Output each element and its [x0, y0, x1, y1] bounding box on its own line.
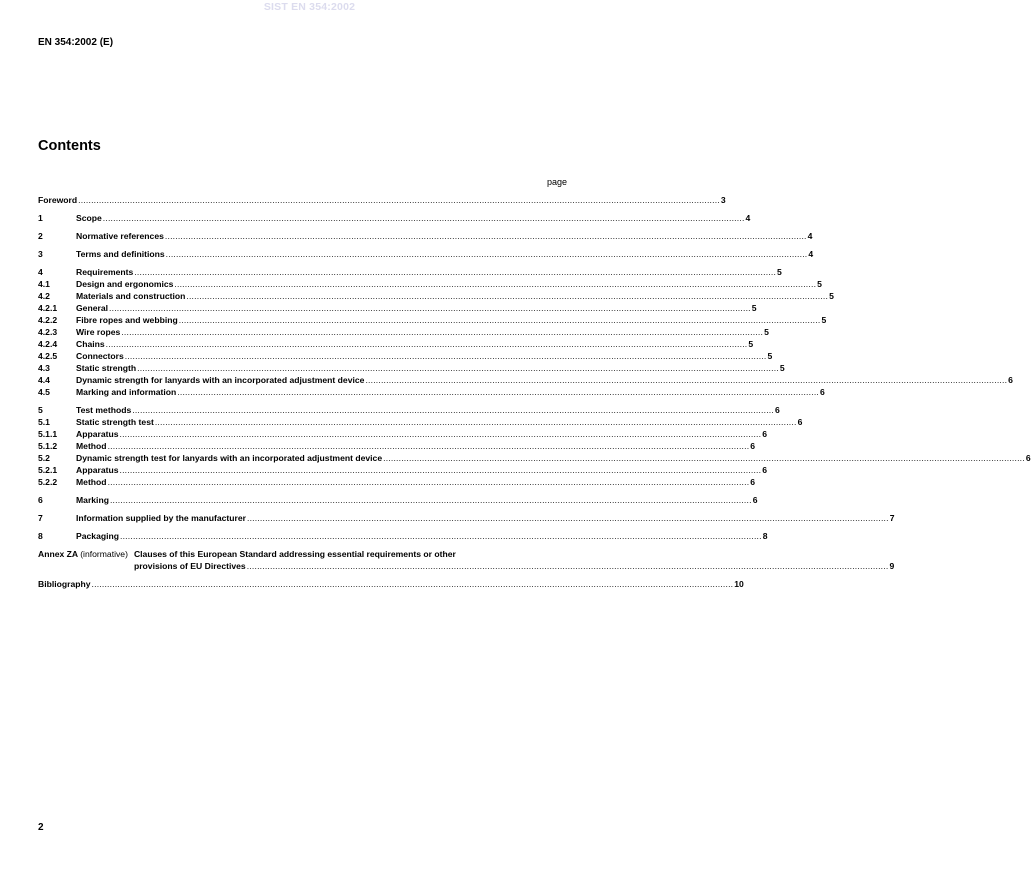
toc-entry-title: Dynamic strength for lanyards with an incorporated adjustment device [76, 375, 365, 385]
page-number: 2 [38, 822, 44, 833]
toc-entry-title: Design and ergonomics [76, 279, 174, 289]
toc-entry-title: Apparatus [76, 465, 119, 475]
dot-leader [78, 194, 720, 206]
toc-entry-number: 8 [38, 531, 43, 541]
dot-leader [186, 290, 828, 302]
toc-entry-page: 5 [829, 291, 834, 301]
dot-leader [383, 452, 1025, 464]
toc-entry-title: Packaging [76, 531, 119, 541]
dot-leader [121, 326, 763, 338]
dot-leader [109, 302, 751, 314]
toc-entry[interactable] [38, 212, 751, 224]
toc-entry-page: 6 [1008, 375, 1013, 385]
toc-entry[interactable] [38, 278, 822, 290]
toc-entry-number: 6 [38, 495, 43, 505]
toc-entry-page: 6 [797, 417, 803, 427]
toc-entry-page: 6 [762, 429, 768, 439]
toc-entry-number: 3 [38, 249, 43, 259]
toc-entry[interactable] [38, 302, 757, 314]
toc-entry[interactable] [38, 248, 814, 260]
toc-entry[interactable] [38, 464, 768, 476]
toc-entry-page: 6 [750, 441, 756, 451]
toc-entry[interactable] [38, 512, 895, 524]
dot-leader [174, 278, 816, 290]
toc-entry[interactable] [38, 428, 768, 440]
toc-entry-number: 4.1 [38, 279, 50, 289]
dot-leader [365, 374, 1007, 386]
toc-entry[interactable] [38, 494, 758, 506]
dot-leader [165, 230, 807, 242]
toc-entry-title: Dynamic strength test for lanyards with an incorporated adjustment device [76, 453, 383, 463]
page-column-label: page [546, 177, 567, 187]
toc-entry-title: Materials and construction [76, 291, 186, 301]
toc-entry-title: Foreword [38, 195, 78, 205]
dot-leader [155, 416, 797, 428]
toc-entry-title: Marking [76, 495, 109, 505]
toc-entry-number: 4.5 [38, 387, 50, 397]
toc-entry-page: 6 [762, 465, 768, 475]
toc-entry-title: Marking and information [76, 387, 177, 397]
toc-entry-page: 6 [820, 387, 825, 397]
dot-leader [166, 248, 808, 260]
toc-entry[interactable] [38, 350, 773, 362]
toc-entry-page: 6 [1025, 453, 1031, 463]
toc-entry-title: Fibre ropes and webbing [76, 315, 178, 325]
toc-entry-number: 4.4 [38, 375, 50, 385]
toc-entry-page: 8 [762, 531, 768, 541]
toc-entry[interactable] [38, 290, 834, 302]
toc-entry-page: 6 [774, 405, 780, 415]
toc-entry[interactable] [38, 374, 1013, 386]
toc-entry[interactable] [38, 452, 1031, 464]
toc-entry[interactable] [38, 338, 754, 350]
toc-entry-page: 5 [764, 327, 769, 337]
dot-leader [179, 314, 821, 326]
dot-leader [108, 476, 750, 488]
toc-entry-page: 5 [767, 351, 773, 361]
toc-entry-page: 5 [751, 303, 757, 313]
toc-entry-number: 5.1.1 [38, 429, 58, 439]
toc-entry-number: 5.1 [38, 417, 50, 427]
toc-entry[interactable] [38, 404, 780, 416]
toc-entry[interactable] [38, 230, 813, 242]
toc-entry[interactable] [38, 386, 825, 398]
toc-entry-title: Apparatus [76, 429, 119, 439]
toc-entry[interactable] [38, 362, 785, 374]
toc-entry-title: Terms and definitions [76, 249, 165, 259]
toc-entry-page: 5 [779, 363, 785, 373]
dot-leader [125, 350, 767, 362]
annex-informative: (informative) [80, 549, 128, 559]
annex-prefix [38, 548, 128, 560]
dot-leader [120, 530, 762, 542]
toc-entry-title: Chains [76, 339, 105, 349]
bibliography-title: Bibliography [38, 579, 91, 589]
toc-entry[interactable] [38, 530, 768, 542]
toc-entry-number: 1 [38, 213, 43, 223]
toc-entry-page: 6 [750, 477, 756, 487]
dot-leader [134, 266, 776, 278]
toc-entry-page: 4 [745, 213, 751, 223]
toc-entry[interactable] [38, 416, 803, 428]
toc-entry-number: 4.2.2 [38, 315, 58, 325]
toc-entry-number: 4.2.3 [38, 327, 58, 337]
dot-leader [132, 404, 774, 416]
toc-entry-number: 4.2 [38, 291, 50, 301]
dot-leader [247, 560, 889, 572]
toc-entry-page: 4 [808, 249, 814, 259]
dot-leader [120, 464, 762, 476]
page-title: Contents [38, 138, 101, 154]
toc-entry-page: 5 [748, 339, 754, 349]
toc-entry-title: Scope [76, 213, 102, 223]
annex-page: 9 [889, 561, 895, 571]
toc-entry-page: 5 [821, 315, 827, 325]
toc-entry[interactable] [38, 266, 782, 278]
dot-leader [137, 362, 779, 374]
toc-entry-number: 5.2.1 [38, 465, 58, 475]
toc-entry-number: 7 [38, 513, 43, 523]
toc-entry-number: 4.2.4 [38, 339, 58, 349]
toc-entry-number: 4.2.5 [38, 351, 58, 361]
toc-entry-number: 5.2.2 [38, 477, 58, 487]
document-id: EN 354:2002 (E) [38, 37, 114, 48]
toc-entry[interactable] [38, 326, 769, 338]
toc-entry-number: 2 [38, 231, 43, 241]
annex-title-line2: provisions of EU Directives [133, 561, 246, 571]
bibliography-page: 10 [734, 579, 744, 589]
watermark: SIST EN 354:2002 [263, 1, 356, 13]
toc-entry-number: 4.3 [38, 363, 50, 373]
dot-leader [92, 578, 734, 590]
annex-title-line1: Clauses of this European Standard addressing essential requirements or other [133, 549, 456, 559]
toc-entry-title: Connectors [76, 351, 124, 361]
toc-entry-number: 5.1.2 [38, 441, 58, 451]
toc-entry[interactable] [38, 440, 756, 452]
toc-entry-annex-za[interactable] [38, 548, 895, 572]
toc-entry-title: General [76, 303, 109, 313]
toc-entry-bibliography[interactable] [38, 578, 744, 590]
toc-entry-title: Test methods [76, 405, 132, 415]
toc-entry-page: 5 [817, 279, 822, 289]
toc-entry-title: Method [76, 441, 107, 451]
toc-entry-page: 3 [720, 195, 726, 205]
toc-entry[interactable] [38, 194, 726, 206]
toc-entry-title: Static strength [76, 363, 137, 373]
toc-entry-page: 4 [807, 231, 813, 241]
dot-leader [177, 386, 819, 398]
toc-entry-title: Static strength test [76, 417, 154, 427]
table-of-contents [38, 194, 1031, 590]
toc-entry[interactable] [38, 314, 827, 326]
annex-label: Annex ZA [38, 549, 78, 559]
toc-entry-page: 5 [777, 267, 782, 277]
dot-leader [103, 212, 745, 224]
dot-leader [110, 494, 752, 506]
toc-entry-number: 4 [38, 267, 43, 277]
dot-leader [106, 338, 748, 350]
toc-entry-title: Method [76, 477, 107, 487]
toc-entry-page: 7 [889, 513, 895, 523]
toc-entry[interactable] [38, 476, 756, 488]
toc-entry-title: Information supplied by the manufacturer [76, 513, 246, 523]
toc-entry-title: Requirements [76, 267, 134, 277]
toc-entry-page: 6 [752, 495, 758, 505]
toc-entry-number: 4.2.1 [38, 303, 58, 313]
toc-entry-number: 5.2 [38, 453, 50, 463]
dot-leader [247, 512, 889, 524]
toc-entry-title: Normative references [76, 231, 164, 241]
toc-entry-title: Wire ropes [76, 327, 121, 337]
dot-leader [108, 440, 750, 452]
dot-leader [120, 428, 762, 440]
toc-entry-number: 5 [38, 405, 43, 415]
